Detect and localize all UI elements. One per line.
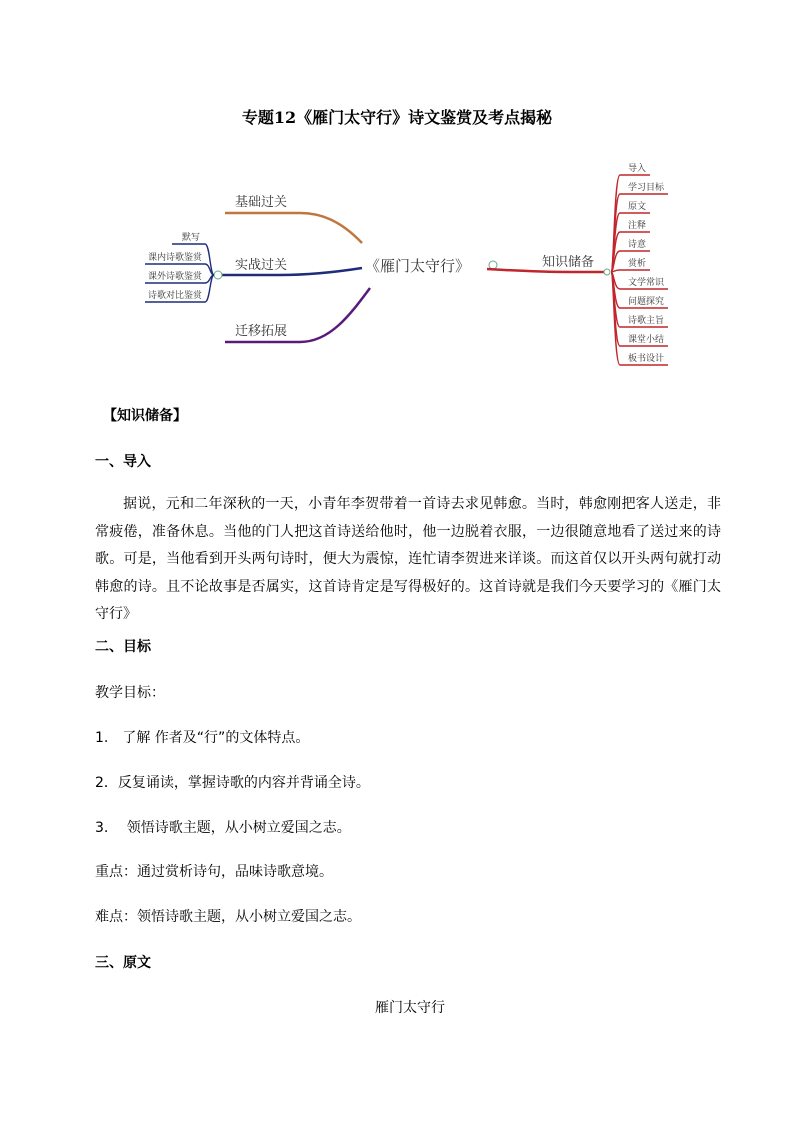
knowledge-child-9: 诗歌主旨 [628,316,665,326]
branch-practice [145,231,362,302]
practice-child-3: 课外诗歌鉴赏 [148,272,203,282]
practice-child-1: 默写 [182,233,201,243]
branch-extend [225,288,370,342]
knowledge-child-2: 学习目标 [628,183,665,193]
goals-label: 教学目标： [95,685,165,701]
branch-basic-label: 基础过关 [235,195,288,210]
knowledge-child-10: 课堂小结 [628,335,665,345]
branch-knowledge-label: 知识储备 [542,255,595,270]
branch-extend-label: 迁移拓展 [235,324,288,339]
mind-map [0,145,794,385]
knowledge-child-3: 原文 [628,202,647,212]
knowledge-child-5: 诗意 [628,240,647,250]
key-point: 重点：通过赏析诗句，品味诗歌意境。 [95,864,333,880]
goal-1: 1. 了解 作者及“行”的文体特点。 [95,730,310,746]
branch-knowledge [487,254,610,275]
page-title: 专题12《雁门太守行》诗文鉴赏及考点揭秘 [241,108,553,127]
knowledge-children [611,162,668,365]
branch-basic [225,194,362,243]
section-main-heading: 【知识储备】 [103,408,187,424]
knowledge-child-7: 文学常识 [628,278,665,288]
knowledge-child-1: 导入 [628,164,647,174]
heading-intro: 一、导入 [95,454,151,470]
goal-3: 3. 领悟诗歌主题，从小树立爱国之志。 [95,820,351,836]
knowledge-child-6: 赏析 [628,259,647,269]
mindmap-center: 《雁门太守行》 [365,257,471,275]
heading-original-text: 三、原文 [95,955,151,971]
branch-practice-label: 实战过关 [235,258,288,273]
knowledge-child-11: 板书设计 [628,354,665,364]
intro-paragraph: 据说，元和二年深秋的一天，小青年李贺带着一首诗去求见韩愈。当时，韩愈刚把客人送走，非常疲倦，准备休息。当他的门人把这首诗送给他时，他一边脱着衣服，一边很随意地看了送过来的诗歌。可是，当他看到开头两句诗时，便大为震惊，连忙请李贺进来详谈。而这首仅以开头两句就打动韩愈的诗。且不论故事是否属实，这首诗肯定是写得极好的。这首诗就是我们今天要学习的《雁门太守行》 [95,496,721,622]
knowledge-child-8: 问题探究 [628,297,665,307]
practice-child-2: 课内诗歌鉴赏 [148,253,203,263]
difficulty-point: 难点：领悟诗歌主题，从小树立爱国之志。 [95,909,361,925]
heading-goals: 二、目标 [95,639,151,655]
practice-child-4: 诗歌对比鉴赏 [148,291,203,301]
knowledge-child-4: 注释 [628,221,647,231]
goal-2: 2．反复诵读，掌握诗歌的内容并背诵全诗。 [95,775,370,791]
poem-title: 雁门太守行 [375,1000,445,1016]
